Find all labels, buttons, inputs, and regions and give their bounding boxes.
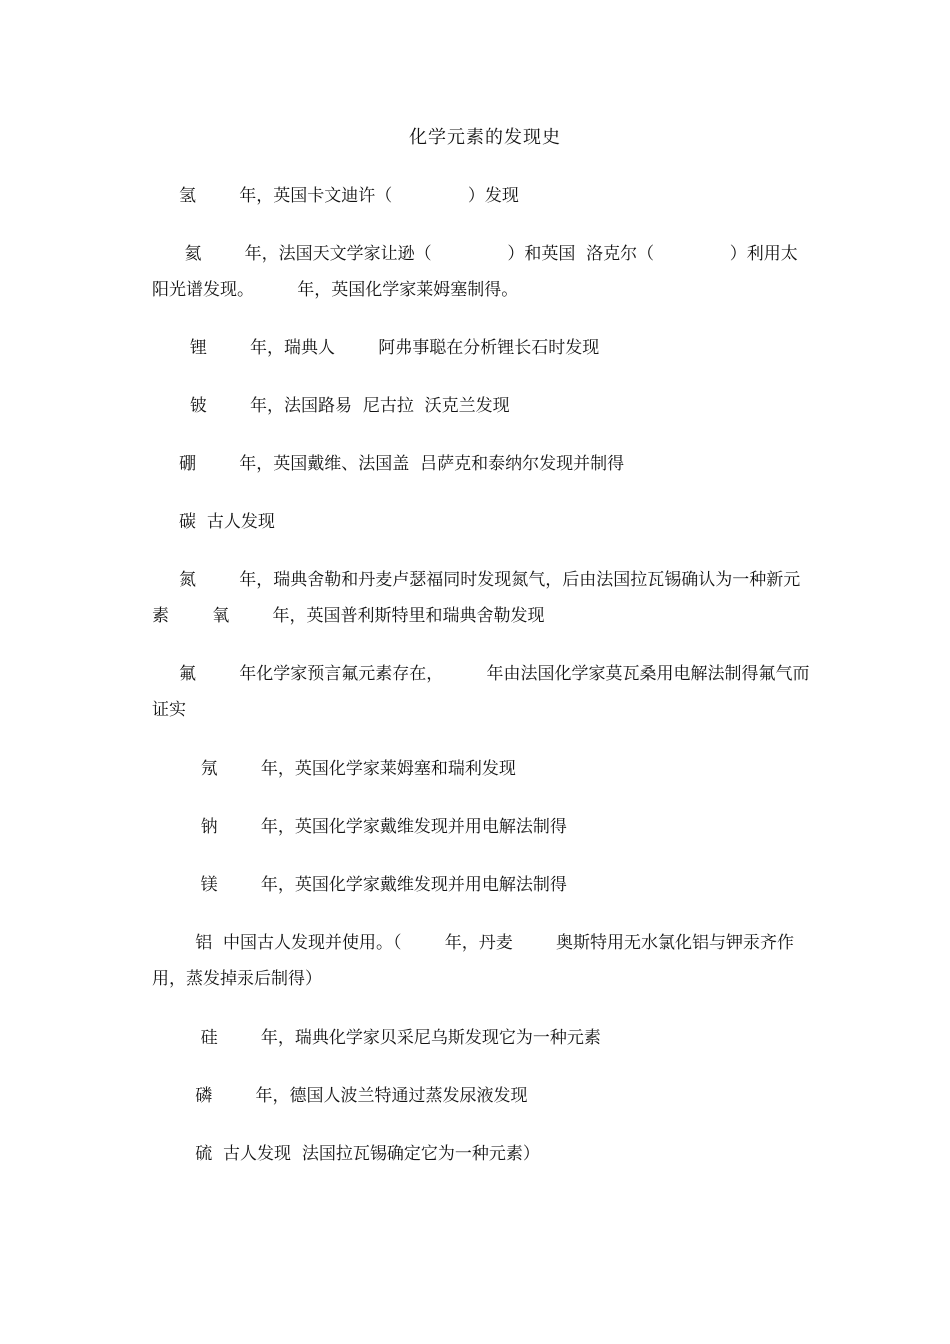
paragraph-lithium: 锂 年，瑞典人 阿弗事聪在分析锂长石时发现 xyxy=(152,338,600,358)
paragraph-magnesium: 镁 年，英国化学家戴维发现并用电解法制得 xyxy=(152,875,567,895)
paragraph-carbon: 碳 古人发现 xyxy=(152,512,275,532)
paragraph-nitrogen-oxygen: 氮 年，瑞典舍勒和丹麦卢瑟福同时发现氮气，后由法国拉瓦锡确认为一种新元素 氧 年，英国普利斯特里和瑞典舍勒发现 xyxy=(152,570,801,626)
paragraph-phosphorus: 磷 年，德国人波兰特通过蒸发尿液发现 xyxy=(152,1086,528,1106)
paragraph-aluminum: 铝 中国古人发现并使用。（ 年，丹麦 奥斯特用无水氯化铝与钾汞齐作用，蒸发掉汞后制得） xyxy=(152,933,795,989)
paragraph-helium: 氦 年，法国天文学家让逊（ ）和英国 洛克尔（ ）利用太阳光谱发现。 年，英国化学家莱姆塞制得。 xyxy=(152,244,798,300)
paragraph-sodium: 钠 年，英国化学家戴维发现并用电解法制得 xyxy=(152,817,567,837)
paragraph-boron: 硼 年，英国戴维、法国盖 吕萨克和泰纳尔发现并制得 xyxy=(152,454,625,474)
paragraph-beryllium: 铍 年，法国路易 尼古拉 沃克兰发现 xyxy=(152,396,510,416)
paragraph-sulfur: 硫 古人发现 法国拉瓦锡确定它为一种元素） xyxy=(152,1144,540,1164)
paragraph-neon: 氖 年，英国化学家莱姆塞和瑞利发现 xyxy=(152,759,516,779)
paragraph-silicon: 硅 年，瑞典化学家贝采尼乌斯发现它为一种元素 xyxy=(152,1028,601,1048)
paragraph-hydrogen: 氢 年，英国卡文迪许（ ）发现 xyxy=(152,186,519,206)
page-title: 化学元素的发现史 xyxy=(409,127,561,148)
paragraph-fluorine: 氟 年化学家预言氟元素存在， 年由法国化学家莫瓦桑用电解法制得氟气而证实 xyxy=(152,664,810,720)
